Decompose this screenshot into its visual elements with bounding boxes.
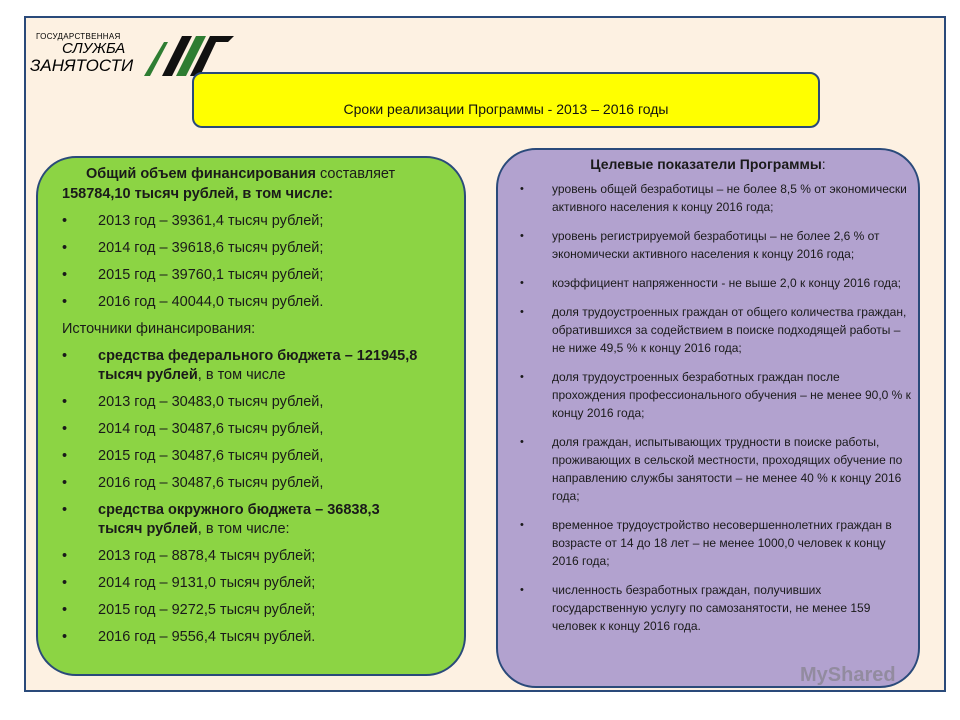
targets-header: [498, 156, 918, 172]
district-budget-item: [62, 501, 408, 539]
sources-label: Источники финансирования:: [62, 321, 256, 337]
federal-budget-rest: , в том числе: [197, 367, 286, 383]
financing-header-rest: составляет: [315, 166, 396, 182]
logo-line-1: ГОСУДАРСТВЕННАЯ: [36, 32, 121, 41]
list-item: • 2015 год – 30487,6 тысяч рублей,: [62, 447, 464, 466]
district-budget-rest: , в том числе:: [197, 521, 290, 537]
targets-header-text: Целевые показатели Программы: [590, 156, 822, 172]
federal-budget-bold: средства федерального бюджета – 121945,8 тысяч рублей: [98, 348, 418, 383]
financing-years-list: [62, 212, 464, 312]
federal-list: [62, 347, 464, 647]
list-item: • уровень общей безработицы – не более 8,5 % от экономически активного населения к концу 2016 года;: [520, 180, 912, 216]
logo-line-2: СЛУЖБА: [62, 40, 126, 57]
list-item: • 2013 год – 8878,4 тысяч рублей;: [62, 547, 464, 566]
list-item: • 2015 год – 39760,1 тысяч рублей;: [62, 266, 464, 285]
list-item: • доля трудоустроенных безработных граждан после прохождения профессионального обучения – не менее 90,0 % к концу 2016 года;: [520, 368, 912, 422]
list-item: • 2015 год – 9272,5 тысяч рублей;: [62, 601, 464, 620]
list-item: • 2013 год – 39361,4 тысяч рублей;: [62, 212, 464, 231]
targets-list: [520, 180, 918, 635]
targets-header-colon: :: [821, 156, 826, 172]
list-item: • 2013 год – 30483,0 тысяч рублей,: [62, 393, 464, 412]
watermark: MyShared: [800, 664, 896, 686]
financing-header: [86, 164, 464, 184]
list-item: • 2014 год – 39618,6 тысяч рублей;: [62, 239, 464, 258]
list-item: • 2014 год – 9131,0 тысяч рублей;: [62, 574, 464, 593]
financing-header-bold: Общий объем финансирования: [86, 166, 316, 182]
program-period-banner: [192, 72, 820, 128]
federal-budget-item: [62, 347, 438, 385]
list-item: • 2016 год – 9556,4 тысяч рублей.: [62, 628, 464, 647]
list-item: • доля граждан, испытывающих трудности в поиске работы, проживающих в сельской местности, проходящих обучение по направлению службы занятости – не менее 40 % к концу 2016 года;: [520, 433, 912, 505]
targets-panel: [496, 148, 920, 688]
list-item: • уровень регистрируемой безработицы – не более 2,6 % от экономически активного населения к концу 2016 года;: [520, 227, 912, 263]
list-item: • 2016 год – 30487,6 тысяч рублей,: [62, 474, 464, 493]
district-budget-bold: средства окружного бюджета – 36838,3 тысяч рублей: [98, 502, 380, 537]
program-period-title: Сроки реализации Программы - 2013 – 2016 годы: [343, 101, 669, 117]
logo-line-3: ЗАНЯТОСТИ: [30, 56, 134, 75]
financing-panel: [36, 156, 466, 676]
list-item: • коэффициент напряженности - не выше 2,0 к концу 2016 года;: [520, 274, 912, 292]
financing-total: 158784,10 тысяч рублей, в том числе:: [62, 186, 333, 202]
list-item: • численность безработных граждан, получивших государственную услугу по самозанятости, не менее 159 человек к концу 2016 года.: [520, 581, 912, 635]
list-item: • временное трудоустройство несовершеннолетних граждан в возрасте от 14 до 18 лет – не менее 1000,0 человек к концу 2016 года;: [520, 516, 912, 570]
list-item: • 2016 год – 40044,0 тысяч рублей.: [62, 293, 464, 312]
list-item: • 2014 год – 30487,6 тысяч рублей,: [62, 420, 464, 439]
list-item: • доля трудоустроенных граждан от общего количества граждан, обратившихся за содействием в поиске подходящей работы – не ниже 49,5 % к концу 2016 года;: [520, 303, 912, 357]
